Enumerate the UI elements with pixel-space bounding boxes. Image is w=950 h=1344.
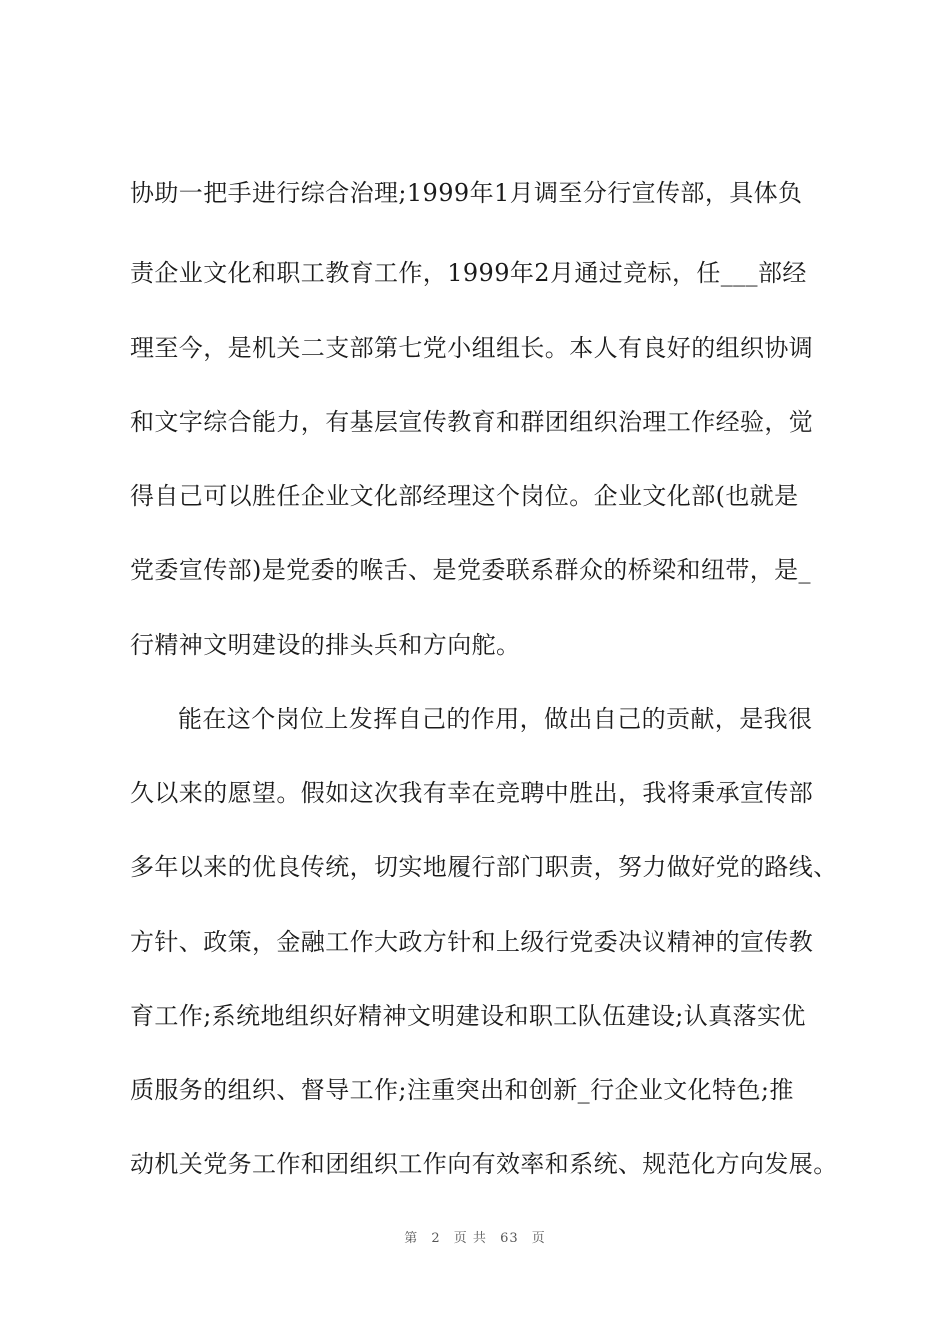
paragraph-line: 协助一把手进行综合治理;1999年1月调至分行宣传部，具体负 — [130, 179, 803, 207]
paragraph-line: 动机关党务工作和团组织工作向有效率和系统、规范化方向发展。 — [130, 1150, 838, 1178]
paragraph-line: 育工作;系统地组织好精神文明建设和职工队伍建设;认真落实优 — [130, 1002, 806, 1030]
paragraph-line: 责企业文化和职工教育工作，1999年2月通过竞标，任___部经 — [130, 259, 807, 287]
paragraph-line: 和文字综合能力，有基层宣传教育和群团组织治理工作经验，觉 — [130, 408, 814, 436]
footer-total-pages: 63 — [500, 1231, 519, 1246]
paragraph-line: 能在这个岗位上发挥自己的作用，做出自己的贡献，是我很 — [178, 705, 813, 733]
footer-label-page: 第 — [404, 1231, 419, 1246]
paragraph-line: 方针、政策，金融工作大政方针和上级行党委决议精神的宣传教 — [130, 928, 814, 956]
paragraph-line: 多年以来的优良传统，切实地履行部门职责，努力做好党的路线、 — [130, 853, 838, 881]
paragraph-line: 质服务的组织、督导工作;注重突出和创新_行企业文化特色;推 — [130, 1076, 794, 1104]
page-footer — [0, 1227, 950, 1246]
footer-label-end: 页 — [531, 1231, 546, 1246]
paragraph-line: 理至今，是机关二支部第七党小组组长。本人有良好的组织协调 — [130, 334, 814, 362]
paragraph-line: 久以来的愿望。假如这次我有幸在竞聘中胜出，我将秉承宣传部 — [130, 779, 814, 807]
footer-label-of: 页 共 — [453, 1231, 487, 1246]
footer-current-page: 2 — [431, 1231, 441, 1246]
paragraph-line: 党委宣传部)是党委的喉舌、是党委联系群众的桥梁和纽带，是_ — [130, 556, 811, 584]
paragraph-line: 行精神文明建设的排头兵和方向舵。 — [130, 631, 521, 659]
paragraph-line: 得自己可以胜任企业文化部经理这个岗位。企业文化部(也就是 — [130, 482, 799, 510]
